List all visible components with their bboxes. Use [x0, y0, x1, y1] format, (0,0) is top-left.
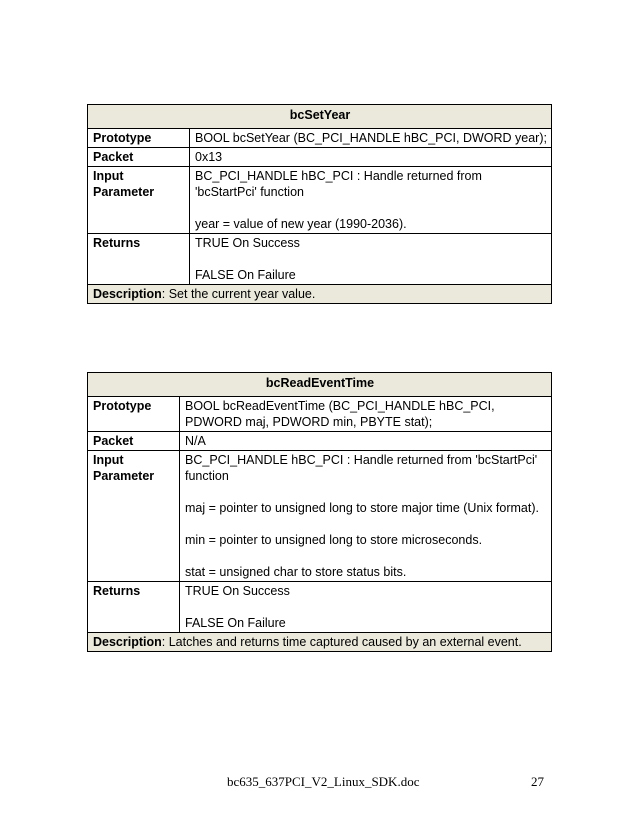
return-text: TRUE On Success [195, 236, 300, 250]
prototype-row [88, 397, 552, 432]
packet-label: Packet [88, 148, 190, 167]
table-title: bcReadEventTime [88, 373, 552, 397]
prototype-label: Prototype [88, 397, 180, 432]
param-text: BC_PCI_HANDLE hBC_PCI : Handle returned from 'bcStartPci' function [185, 453, 538, 483]
packet-value: N/A [180, 432, 552, 451]
bcreadeventtime-table [87, 372, 552, 652]
prototype-row [88, 129, 552, 148]
description-cell [88, 285, 552, 304]
description-text: : Set the current year value. [161, 287, 316, 301]
returns-label: Returns [88, 582, 180, 633]
input-parameter-value [180, 451, 552, 582]
input-label-line2: Parameter [93, 469, 155, 483]
packet-row [88, 148, 552, 167]
description-cell [88, 633, 552, 652]
input-parameter-label [88, 167, 190, 234]
param-text: year = value of new year (1990-2036). [195, 217, 407, 231]
input-parameter-label [88, 451, 180, 582]
returns-value [180, 582, 552, 633]
description-row [88, 285, 552, 304]
bcsetyear-table [87, 104, 552, 304]
input-label-line2: Parameter [93, 185, 155, 199]
description-label: Description [93, 635, 162, 649]
packet-row [88, 432, 552, 451]
return-text: FALSE On Failure [185, 616, 286, 630]
param-text: BC_PCI_HANDLE hBC_PCI : Handle returned from 'bcStartPci' function [195, 169, 482, 199]
input-parameter-value [190, 167, 552, 234]
prototype-value: BOOL bcReadEventTime (BC_PCI_HANDLE hBC_PCI, PDWORD maj, PDWORD min, PBYTE stat); [180, 397, 552, 432]
description-label: Description [93, 287, 162, 301]
returns-value [190, 234, 552, 285]
footer-filename: bc635_637PCI_V2_Linux_SDK.doc [227, 774, 420, 789]
param-text: stat = unsigned char to store status bits. [185, 565, 407, 579]
packet-value: 0x13 [190, 148, 552, 167]
returns-row [88, 234, 552, 285]
param-text: min = pointer to unsigned long to store microseconds. [185, 533, 483, 547]
description-text: : Latches and returns time captured caused by an external event. [161, 635, 522, 649]
returns-label: Returns [88, 234, 190, 285]
returns-row [88, 582, 552, 633]
input-label-line1: Input [93, 169, 124, 183]
prototype-value: BOOL bcSetYear (BC_PCI_HANDLE hBC_PCI, DWORD year); [190, 129, 552, 148]
description-row [88, 633, 552, 652]
return-text: TRUE On Success [185, 584, 290, 598]
footer-page-number: 27 [531, 774, 544, 789]
table-title: bcSetYear [88, 105, 552, 129]
input-parameter-row [88, 167, 552, 234]
return-text: FALSE On Failure [195, 268, 296, 282]
prototype-label: Prototype [88, 129, 190, 148]
input-parameter-row [88, 451, 552, 582]
packet-label: Packet [88, 432, 180, 451]
input-label-line1: Input [93, 453, 124, 467]
param-text: maj = pointer to unsigned long to store major time (Unix format). [185, 501, 539, 515]
